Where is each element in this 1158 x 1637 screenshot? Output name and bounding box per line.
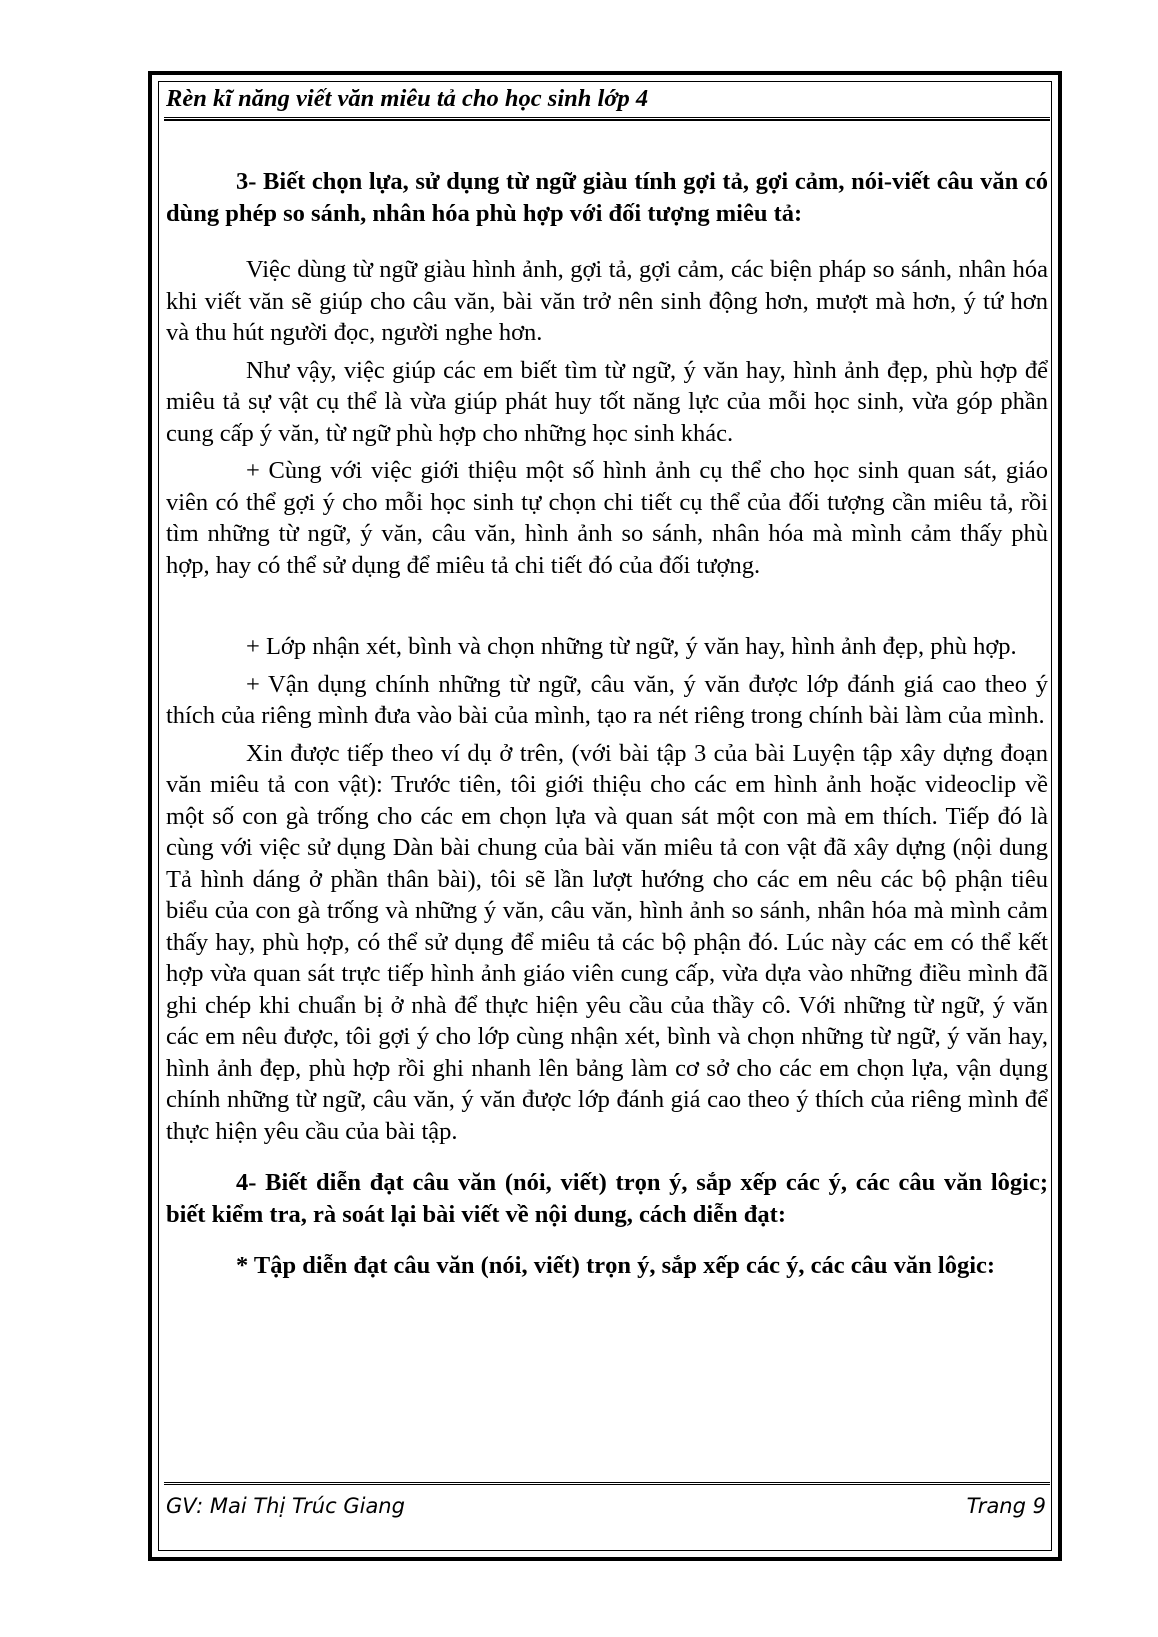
section-3-heading: 3- Biết chọn lựa, sử dụng từ ngữ giàu tính gợi tả, gợi cảm, nói-viết câu văn có dùng phép so sánh, nhân hóa phù hợp với đối tượng miêu tả: [166,168,1048,227]
paragraph-2: Như vậy, việc giúp các em biết tìm từ ngữ, ý văn hay, hình ảnh đẹp, phù hợp để miêu tả sự vật cụ thể là vừa giúp phát huy tốt năng lực của mỗi học sinh, vừa góp phần cung cấp ý văn, từ ngữ phù hợp cho những học sinh khác. [166,356,1048,447]
page-content [166,166,1048,1282]
paragraph-1: Việc dùng từ ngữ giàu hình ảnh, gợi tả, gợi cảm, các biện pháp so sánh, nhân hóa khi viết văn sẽ giúp cho câu văn, bài văn trở nên sinh động hơn, mượt mà hơn, ý tứ hơn và thu hút người đọc, người nghe hơn. [166,256,1048,346]
running-header: Rèn kĩ năng viết văn miêu tả cho học sinh lớp 4 [166,85,649,112]
footer-author: GV: Mai Thị Trúc Giang [166,1494,405,1518]
footer-rule [164,1482,1050,1485]
header-rule [164,117,1050,121]
page-number: Trang 9 [966,1494,1046,1518]
paragraph-4: + Lớp nhận xét, bình và chọn những từ ngữ, ý văn hay, hình ảnh đẹp, phù hợp. [246,633,1017,660]
paragraph-5: + Vận dụng chính những từ ngữ, câu văn, ý văn được lớp đánh giá cao theo ý thích của riêng mình đưa vào bài của mình, tạo ra nét riêng trong chính bài làm của mình. [166,670,1048,729]
section-4-heading: 4- Biết diễn đạt câu văn (nói, viết) trọn ý, sắp xếp các ý, các câu văn lôgic; biết kiểm tra, rà soát lại bài viết về nội dung, cách diễn đạt: [166,1169,1048,1228]
paragraph-3: + Cùng với việc giới thiệu một số hình ảnh cụ thể cho học sinh quan sát, giáo viên có thể gợi ý cho mỗi học sinh tự chọn chi tiết cụ thể của đối tượng cần miêu tả, rồi tìm những từ ngữ, ý văn, câu văn, hình ảnh so sánh, nhân hóa mà mình cảm thấy phù hợp, hay có thể sử dụng để miêu tả chi tiết đó của đối tượng. [166,457,1048,579]
section-4-subheading: * Tập diễn đạt câu văn (nói, viết) trọn ý, sắp xếp các ý, các câu văn lôgic: [236,1252,996,1279]
paragraph-6: Xin được tiếp theo ví dụ ở trên, (với bài tập 3 của bài Luyện tập xây dựng đoạn văn miêu tả con vật): Trước tiên, tôi giới thiệu cho các em hình ảnh hoặc videoclip về một số con gà trống cho các em chọn lựa và quan sát một con mà em thích. Tiếp đó là cùng với việc sử dụng Dàn bài chung của bài văn miêu tả con vật đã xây dựng (nội dung Tả hình dáng ở phần thân bài), tôi sẽ lần lượt hướng cho các em nêu các bộ phận tiêu biểu của con gà trống và những ý văn, câu văn, hình ảnh so sánh, nhân hóa mà mình cảm thấy hay, phù hợp, có thể sử dụng để miêu tả các bộ phận đó. Lúc này các em có thể kết hợp vừa quan sát trực tiếp hình ảnh giáo viên cung cấp, vừa dựa vào những điều mình đã ghi chép khi chuẩn bị ở nhà để thực hiện yêu cầu của thầy cô. Với những từ ngữ, ý văn các em nêu được, tôi gợi ý cho lớp cùng nhận xét, bình và chọn những từ ngữ, ý văn hay, hình ảnh đẹp, phù hợp rồi ghi nhanh lên bảng làm cơ sở cho các em chọn lựa, vận dụng chính những từ ngữ, câu văn, ý văn được lớp đánh giá cao theo ý thích của riêng mình để thực hiện yêu cầu của bài tập. [166,739,1048,1145]
